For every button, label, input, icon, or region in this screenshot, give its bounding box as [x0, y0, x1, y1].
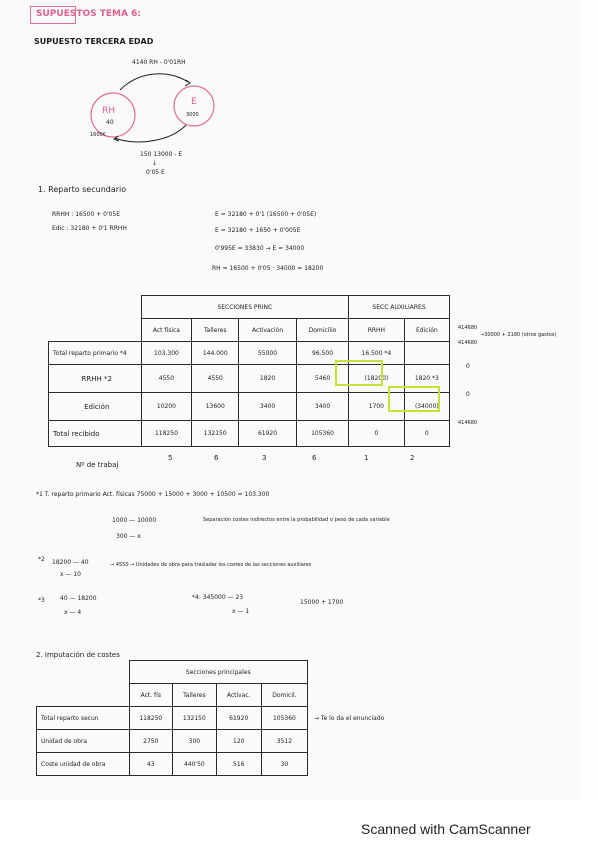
column-header: Domicilio — [296, 319, 348, 342]
table-cell — [404, 342, 449, 365]
column-header: Act física — [141, 319, 192, 342]
table-cell: (34000) — [404, 393, 449, 421]
workers-label: Nº de trabaj — [76, 461, 119, 469]
cost-imputation-table — [36, 660, 308, 776]
table-row — [37, 707, 308, 730]
right-note: →30000 + 2180 (otros gastos) — [480, 332, 557, 338]
table-cell: 516 — [216, 753, 261, 776]
group-aux-header: SECC AUXILIARES — [349, 296, 450, 319]
table-cell: 2750 — [129, 730, 173, 753]
diagram-top-label: 4140 RH - 0'01RH — [132, 59, 186, 66]
right-note: 414680 — [458, 325, 478, 331]
page-subtitle: SUPUESTO TERCERA EDAD — [34, 37, 154, 46]
table-cell: 3512 — [261, 730, 307, 753]
table-cell: 43 — [129, 753, 173, 776]
right-note: 414680 — [458, 420, 478, 426]
section1-heading: 1. Reparto secundario — [38, 185, 127, 194]
column-header: RRHH — [349, 319, 405, 342]
table-cell: 30 — [261, 753, 307, 776]
equation-left-1: RRHH : 16500 + 0'05E — [52, 211, 121, 218]
column-header: Activación — [239, 319, 297, 342]
group-header: Secciones principales — [129, 661, 308, 684]
table-cell: 105360 — [261, 707, 307, 730]
workers-value: 6 — [312, 454, 317, 462]
equation-right-1: E = 32180 + 0'1 (16500 + 0'05E) — [215, 211, 317, 218]
workers-value: 3 — [262, 454, 267, 462]
equation-right-4: RH = 16500 + 0'05 · 34000 = 18200 — [212, 265, 324, 272]
table-cell: 13600 — [192, 393, 239, 421]
note-2-line-a: 18200 — 40 — [52, 559, 89, 566]
diagram-left-label: 1600€ — [90, 132, 106, 138]
table-cell: 1700 — [349, 393, 405, 421]
table-cell: 1820 *3 — [404, 365, 449, 393]
workers-value: 2 — [410, 454, 415, 462]
table-cell: 61920 — [216, 707, 261, 730]
table-cell: 10200 — [141, 393, 192, 421]
column-header: Talleres — [173, 684, 217, 707]
table-cell: 4550 — [192, 365, 239, 393]
table-cell: 61920 — [239, 421, 297, 447]
cost-distribution-table — [48, 295, 450, 447]
diagram-rh-value: 40 — [106, 119, 114, 126]
table-cell: 3400 — [239, 393, 297, 421]
table-cell: 96.500 — [296, 342, 348, 365]
page-title: SUPUESTOS TEMA 6: — [36, 9, 141, 19]
right-note: 414680 — [458, 340, 478, 346]
table-cell: 118250 — [141, 421, 192, 447]
column-header: Edición — [404, 319, 449, 342]
note-4-line-a: *4: 345000 — 23 — [192, 594, 244, 601]
page-edge-shadow — [578, 0, 599, 800]
group-principal-header: SECCIONES PRINC — [141, 296, 349, 319]
note-2-mark: *2 — [38, 556, 45, 563]
diagram-bottom-arrow: ↓ — [152, 160, 158, 167]
table-row — [49, 421, 450, 447]
note-2-explanation: → 4550 → Unidades de obra para trasladar los costes de las secciones auxiliares — [110, 562, 312, 568]
table-cell: 0 — [349, 421, 405, 447]
diagram-e-label: E — [191, 97, 197, 107]
table-row — [37, 730, 308, 753]
workers-value: 5 — [168, 454, 173, 462]
table-cell: 0 — [404, 421, 449, 447]
section2-heading: 2. Imputación de costes — [36, 651, 120, 659]
scanner-watermark: Scanned with CamScanner — [361, 821, 531, 837]
row-label: Total reparto secun — [37, 707, 130, 730]
table-cell: 103.300 — [141, 342, 192, 365]
note-2-line-b: x — 10 — [60, 571, 81, 578]
table-row — [37, 753, 308, 776]
table-cell: 4550 — [141, 365, 192, 393]
note-3-mark: *3 — [38, 597, 45, 604]
workers-value: 6 — [214, 454, 219, 462]
row-label: Unidad de obra — [37, 730, 130, 753]
table-cell: 132150 — [173, 707, 217, 730]
note-4-line-c: 15000 + 1700 — [300, 599, 344, 606]
highlight-rrhh — [335, 360, 383, 386]
right-note: 0 — [466, 391, 470, 398]
highlight-edicion — [388, 386, 440, 412]
table-cell: 132150 — [192, 421, 239, 447]
table-cell: 3400 — [296, 393, 348, 421]
diagram-e-value: 3000 — [186, 112, 199, 118]
table-cell: 1820 — [239, 365, 297, 393]
diagram-rh-label: RH — [102, 106, 116, 116]
row-label: Edición — [49, 393, 142, 421]
note-4-line-b: x — 1 — [232, 608, 250, 615]
table-cell: 144.000 — [192, 342, 239, 365]
note-1-line-a: 1000 — 10000 — [112, 517, 157, 524]
workers-value: 1 — [364, 454, 369, 462]
note-3-line-a: 40 — 18200 — [60, 595, 97, 602]
row-label: RRHH *2 — [49, 365, 142, 393]
row-label: Total recibido — [49, 421, 142, 447]
table-cell: (18200) — [349, 365, 405, 393]
note-3-line-b: x — 4 — [64, 609, 82, 616]
note-1-line-b: 300 — x — [116, 533, 141, 540]
right-note: 0 — [466, 363, 470, 370]
table-cell: 55000 — [239, 342, 297, 365]
table-cell: 120 — [216, 730, 261, 753]
note-1-explanation: Separación costes indirectos entre la probabilidad o peso de cada variable — [203, 517, 390, 523]
table-cell: 118250 — [129, 707, 173, 730]
column-header: Activac. — [216, 684, 261, 707]
column-header: Talleres — [192, 319, 239, 342]
equation-left-2: Edic : 32180 + 0'1 RRHH — [52, 225, 127, 232]
column-header: Act. fís — [129, 684, 173, 707]
note-1: *1 T. reparto primario Act. físicas 75000 + 15000 + 3000 + 10500 = 103.300 — [36, 491, 270, 498]
table-cell: 440'50 — [173, 753, 217, 776]
column-header: Domicil. — [261, 684, 307, 707]
diagram-bottom-label: 150 13000 - E — [140, 151, 183, 158]
table-cell: 16.500 *4 — [349, 342, 405, 365]
table-row — [49, 342, 450, 365]
diagram-bottom-result: 0'05 E — [146, 169, 165, 176]
row-label: Total reparto primario *4 — [49, 342, 142, 365]
section2-note: → Te lo da el enunciado — [314, 715, 385, 722]
equation-right-3: 0'995E = 33830 → E = 34000 — [215, 245, 305, 252]
table-cell: 300 — [173, 730, 217, 753]
equation-right-2: E = 32180 + 1650 + 0'005E — [215, 227, 301, 234]
row-label: Coste unidad de obra — [37, 753, 130, 776]
table-cell: 5460 — [296, 365, 348, 393]
table-cell: 105360 — [296, 421, 348, 447]
